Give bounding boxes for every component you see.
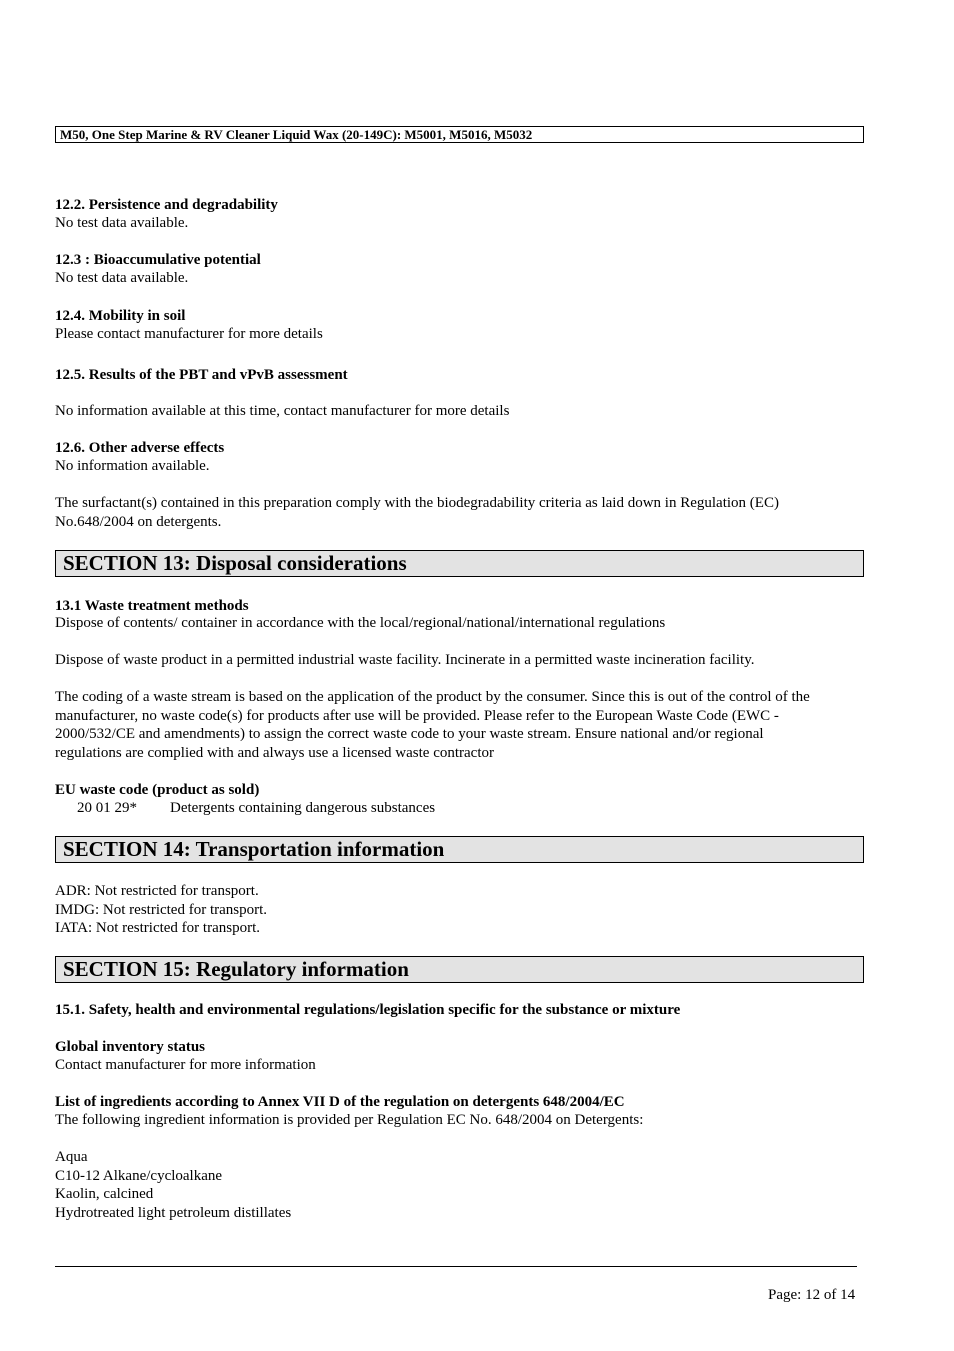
transport-imdg: IMDG: Not restricted for transport.: [55, 902, 268, 918]
ingredient-item: Kaolin, calcined: [55, 1186, 154, 1202]
text-12-3: No test data available.: [55, 270, 189, 286]
text-12-5: No information available at this time, contact manufacturer for more details: [55, 403, 510, 419]
section-13-header: [55, 550, 864, 577]
waste-coding-paragraph: [55, 688, 870, 762]
heading-12-6: 12.6. Other adverse effects: [55, 440, 225, 456]
page-number: Page: 12 of 14: [768, 1287, 856, 1303]
ingredients-list-heading: List of ingredients according to Annex VII D of the regulation on detergents 648/2004/EC: [55, 1094, 625, 1110]
ingredient-item: Hydrotreated light petroleum distillates: [55, 1204, 292, 1221]
text-12-2: No test data available.: [55, 215, 189, 231]
surfactant-paragraph: [55, 494, 870, 531]
heading-13-1: 13.1 Waste treatment methods: [55, 598, 249, 614]
ingredient-item: Aqua: [55, 1149, 88, 1165]
text-13-1-disposal: Dispose of waste product in a permitted industrial waste facility. Incinerate in a permitted waste incineration facility.: [55, 652, 755, 668]
text-13-1: Dispose of contents/ container in accordance with the local/regional/national/international regulations: [55, 615, 666, 631]
heading-12-2: 12.2. Persistence and degradability: [55, 197, 278, 213]
coding-line-4: regulations are complied with and always use a licensed waste contractor: [55, 744, 495, 761]
section-14-title: SECTION 14: Transportation information: [63, 837, 445, 861]
section-15-header: [55, 956, 864, 983]
global-inventory-text: Contact manufacturer for more information: [55, 1057, 316, 1073]
eu-waste-code-row: [77, 799, 435, 818]
heading-12-3: 12.3 : Bioaccumulative potential: [55, 252, 261, 268]
footer-divider: [55, 1266, 857, 1267]
global-inventory-heading: Global inventory status: [55, 1039, 206, 1055]
product-title: M50, One Step Marine & RV Cleaner Liquid Wax (20-149C): M5001, M5016, M5032: [60, 127, 533, 142]
surfactant-line-2: No.648/2004 on detergents.: [55, 513, 222, 530]
surfactant-line-1: The surfactant(s) contained in this preparation comply with the biodegradability criteria as laid down in Regulation (EC): [55, 495, 779, 511]
heading-15-1: 15.1. Safety, health and environmental regulations/legislation specific for the substance or mixture: [55, 1002, 681, 1018]
section-14-header: [55, 836, 864, 863]
heading-12-5: 12.5. Results of the PBT and vPvB assessment: [55, 367, 348, 383]
eu-waste-code-heading: EU waste code (product as sold): [55, 782, 260, 798]
text-12-4: Please contact manufacturer for more details: [55, 326, 323, 342]
ingredients-list: [55, 1148, 291, 1222]
heading-12-4: 12.4. Mobility in soil: [55, 308, 186, 324]
text-12-6: No information available.: [55, 458, 210, 474]
coding-line-2: manufacturer, no waste code(s) for products after use will be provided. Please refer to the European Waste Code (EWC -: [55, 707, 779, 724]
ingredient-item: C10-12 Alkane/cycloalkane: [55, 1167, 223, 1184]
transport-iata: IATA: Not restricted for transport.: [55, 920, 260, 936]
coding-line-3: 2000/532/CE and amendments) to assign the correct waste code to your waste stream. Ensure national and/or regional: [55, 726, 764, 742]
ingredients-intro: The following ingredient information is provided per Regulation EC No. 648/2004 on Detergents:: [55, 1112, 644, 1128]
transport-adr: ADR: Not restricted for transport.: [55, 883, 259, 899]
eu-waste-code-description: Detergents containing dangerous substances: [170, 800, 436, 816]
product-title-box: [55, 126, 864, 143]
coding-line-1: The coding of a waste stream is based on the application of the product by the consumer. Since this is out of the control of the: [55, 689, 810, 705]
section-13-title: SECTION 13: Disposal considerations: [63, 551, 407, 575]
section-15-title: SECTION 15: Regulatory information: [63, 957, 409, 981]
eu-waste-code: 20 01 29*: [77, 800, 137, 816]
